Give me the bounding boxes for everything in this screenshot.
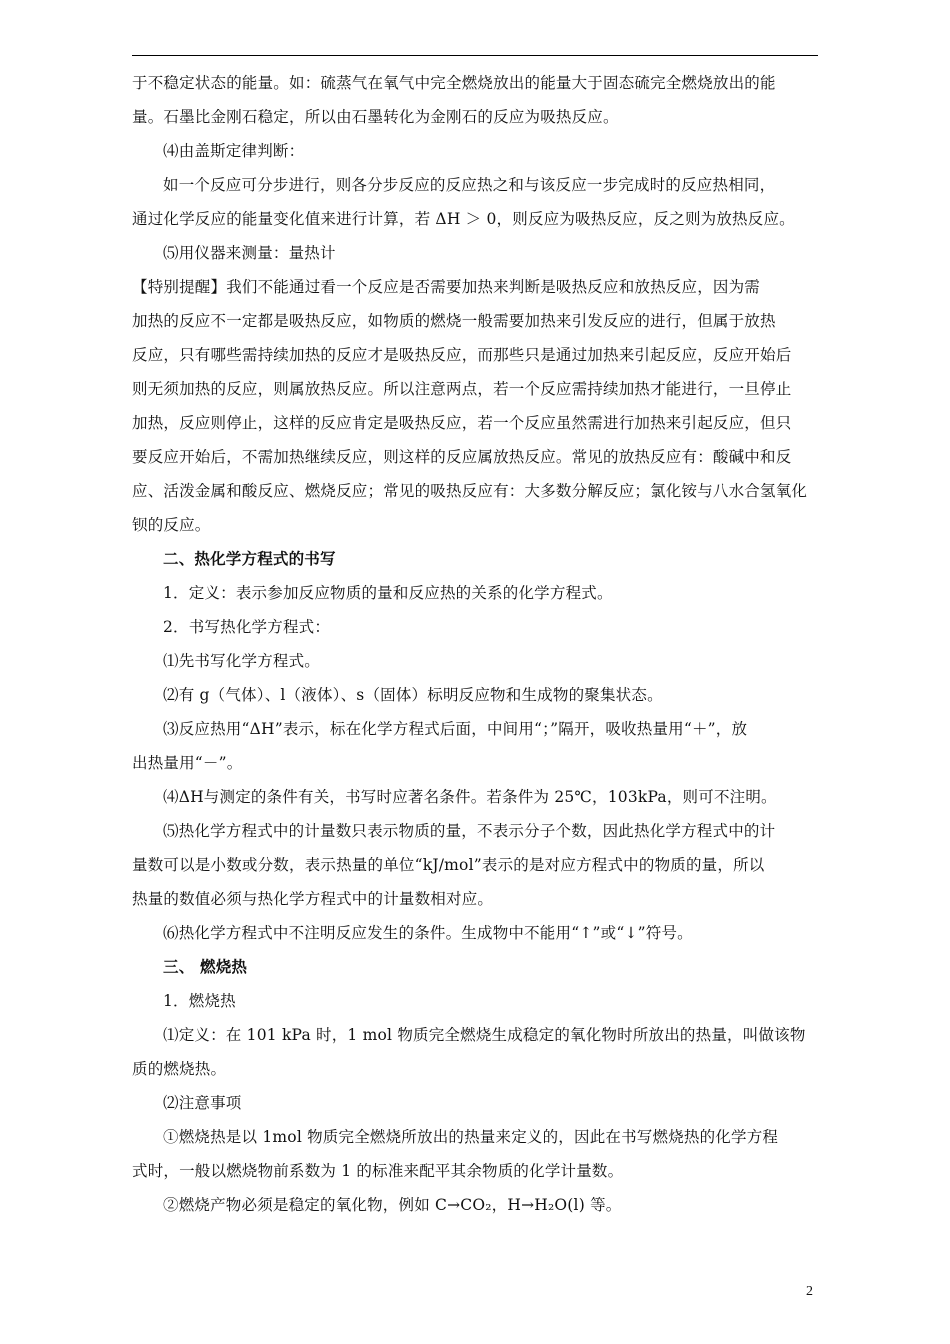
text-line: 钡的反应。	[132, 516, 211, 534]
text-line: ⑶反应热用“ΔH”表示，标在化学方程式后面，中间用“；”隔开，吸收热量用“＋”，放	[163, 720, 748, 738]
text-line: ⑹热化学方程式中不注明反应发生的条件。生成物中不能用“↑”或“↓”符号。	[163, 924, 693, 942]
text-line: 1．燃烧热	[163, 992, 236, 1010]
section-heading: 二、热化学方程式的书写	[163, 549, 336, 568]
text-line: 要反应开始后，不需加热继续反应，则这样的反应属放热反应。常见的放热反应有：酸碱中和反	[132, 448, 792, 466]
text-line: 热量的数值必须与热化学方程式中的计量数相对应。	[132, 890, 494, 908]
text-line: 2．书写热化学方程式：	[163, 618, 331, 636]
text-line: 量数可以是小数或分数，表示热量的单位“kJ/mol”表示的是对应方程式中的物质的量，所以	[132, 856, 765, 874]
document-body	[132, 66, 822, 1222]
text-line: 通过化学反应的能量变化值来进行计算，若 ΔH ＞ 0，则反应为吸热反应，反之则为放热反应。	[132, 210, 795, 228]
text-line: 量。石墨比金刚石稳定，所以由石墨转化为金刚石的反应为吸热反应。	[132, 108, 619, 126]
text-line: ⑸用仪器来测量：量热计	[163, 244, 336, 262]
text-line: ⑷ΔH与测定的条件有关，书写时应著名条件。若条件为 25℃，103kPa，则可不注明。	[163, 788, 777, 806]
text-line: 式时，一般以燃烧物前系数为 1 的标准来配平其余物质的化学计量数。	[132, 1162, 624, 1180]
text-line: ①燃烧热是以 1mol 物质完全燃烧所放出的热量来定义的，因此在书写燃烧热的化学方程	[163, 1128, 779, 1146]
text-line: ②燃烧产物必须是稳定的氧化物，例如 C→CO₂，H→H₂O(l) 等。	[163, 1196, 622, 1214]
text-line: ⑴定义：在 101 kPa 时，1 mol 物质完全燃烧生成稳定的氧化物时所放出的热量，叫做该物	[163, 1026, 806, 1044]
text-line: 则无须加热的反应，则属放热反应。所以注意两点，若一个反应需持续加热才能进行，一旦停止	[132, 380, 792, 398]
header-rule	[132, 55, 818, 56]
text-line: 出热量用“－”。	[132, 754, 243, 772]
text-line: 如一个反应可分步进行，则各分步反应的反应热之和与该反应一步完成时的反应热相同，	[163, 176, 776, 194]
page-number: 2	[806, 1284, 813, 1299]
text-line: ⑵注意事项	[163, 1094, 242, 1112]
text-line: 加热，反应则停止，这样的反应肯定是吸热反应，若一个反应虽然需进行加热来引起反应，但只	[132, 414, 792, 432]
text-line: 1．定义：表示参加反应物质的量和反应热的关系的化学方程式。	[163, 584, 613, 602]
text-line: 加热的反应不一定都是吸热反应，如物质的燃烧一般需要加热来引发反应的进行，但属于放热	[132, 312, 776, 330]
text-line: 反应，只有哪些需持续加热的反应才是吸热反应，而那些只是通过加热来引起反应，反应开始后	[132, 346, 792, 364]
section-heading: 三、 燃烧热	[163, 957, 248, 976]
text-line: ⑵有 g（气体）、l（液体）、s（固体）标明反应物和生成物的聚集状态。	[163, 686, 663, 704]
text-line: 于不稳定状态的能量。如：硫蒸气在氧气中完全燃烧放出的能量大于固态硫完全燃烧放出的能	[132, 74, 776, 92]
text-line: 应、活泼金属和酸反应、燃烧反应；常见的吸热反应有：大多数分解反应；氯化铵与八水合氢氧化	[132, 482, 808, 500]
text-line: 质的燃烧热。	[132, 1060, 227, 1078]
text-line: ⑴先书写化学方程式。	[163, 652, 321, 670]
text-line: ⑷由盖斯定律判断：	[163, 142, 305, 160]
text-line: ⑸热化学方程式中的计量数只表示物质的量，不表示分子个数，因此热化学方程式中的计	[163, 822, 776, 840]
text-line: 【特别提醒】我们不能通过看一个反应是否需要加热来判断是吸热反应和放热反应，因为需	[132, 278, 761, 296]
